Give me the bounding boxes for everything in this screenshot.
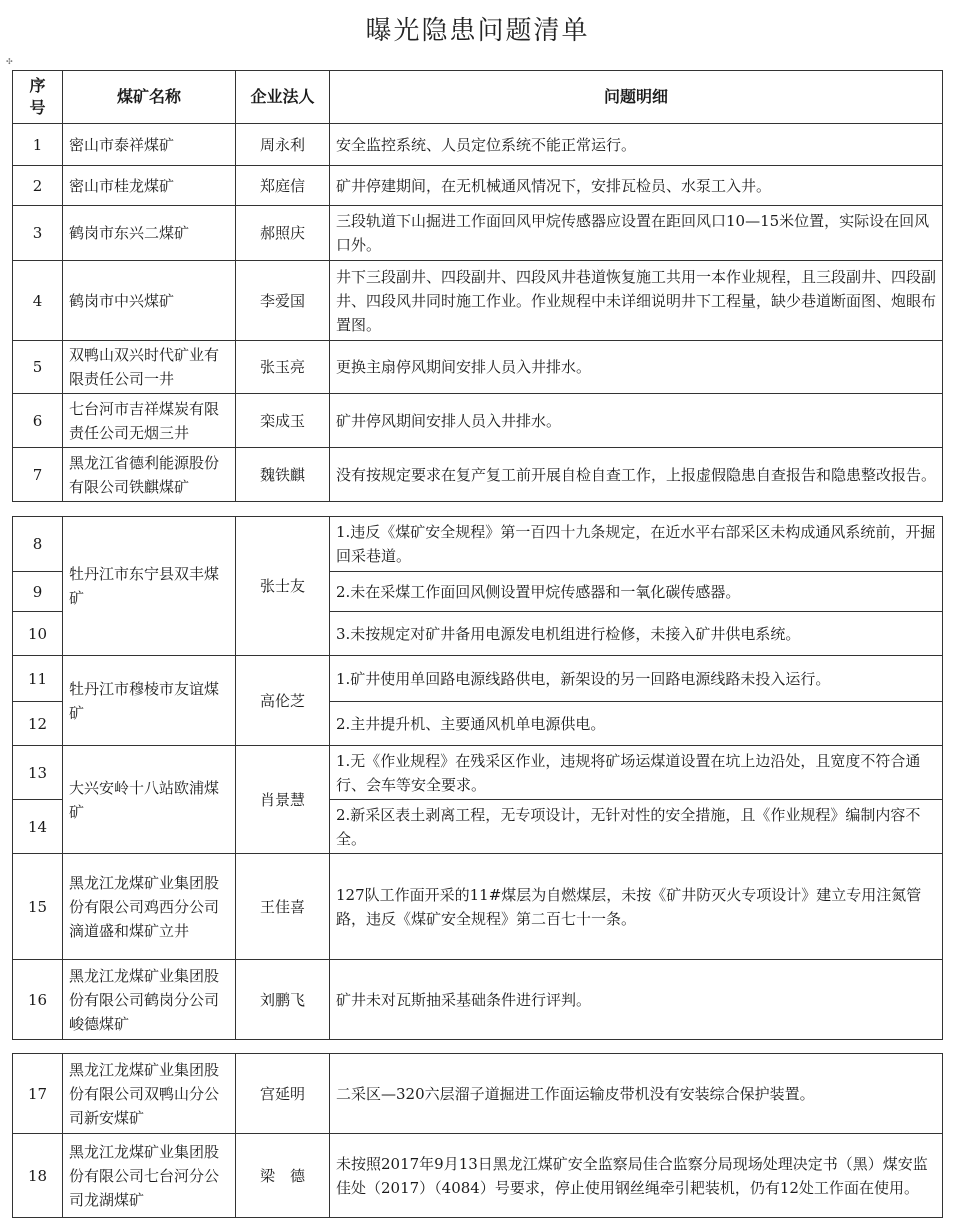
legal-person: 郑庭信 — [236, 166, 330, 206]
mine-name: 牡丹江市穆棱市友谊煤矿 — [63, 656, 236, 746]
problem-detail: 矿井未对瓦斯抽采基础条件进行评判。 — [330, 960, 943, 1040]
hazard-table-part-3 — [12, 1053, 943, 1218]
problem-detail: 三段轨道下山掘进工作面回风甲烷传感器应设置在距回风口10—15米位置，实际设在回风口外。 — [330, 206, 943, 261]
table-row — [13, 960, 943, 1040]
problem-detail: 1.违反《煤矿安全规程》第一百四十九条规定，在近水平右部采区未构成通风系统前，开掘回采巷道。 — [330, 517, 943, 572]
problem-detail: 127队工作面开采的11#煤层为自燃煤层，未按《矿井防灭火专项设计》建立专用注氮管路，违反《煤矿安全规程》第二百七十一条。 — [330, 854, 943, 960]
mine-name: 牡丹江市东宁县双丰煤矿 — [63, 517, 236, 656]
legal-person: 周永利 — [236, 124, 330, 166]
row-no: 16 — [13, 960, 63, 1040]
row-no: 6 — [13, 394, 63, 448]
legal-person: 王佳喜 — [236, 854, 330, 960]
table-header-row — [13, 71, 943, 124]
header-detail: 问题明细 — [330, 71, 943, 124]
row-no: 17 — [13, 1054, 63, 1134]
legal-person: 宫延明 — [236, 1054, 330, 1134]
row-no: 7 — [13, 448, 63, 502]
legal-person: 栾成玉 — [236, 394, 330, 448]
table-row — [13, 394, 943, 448]
legal-person: 张士友 — [236, 517, 330, 656]
legal-person: 郝照庆 — [236, 206, 330, 261]
header-no: 序号 — [13, 71, 63, 124]
legal-person: 梁 德 — [236, 1134, 330, 1218]
row-no: 15 — [13, 854, 63, 960]
mine-name: 七台河市吉祥煤炭有限责任公司无烟三井 — [63, 394, 236, 448]
mine-name: 密山市泰祥煤矿 — [63, 124, 236, 166]
row-no: 3 — [13, 206, 63, 261]
legal-person: 刘鹏飞 — [236, 960, 330, 1040]
mine-name: 鹤岗市东兴二煤矿 — [63, 206, 236, 261]
row-no: 2 — [13, 166, 63, 206]
hazard-table-part-2 — [12, 516, 943, 1040]
row-no: 13 — [13, 746, 63, 800]
problem-detail: 矿井停建期间，在无机械通风情况下，安排瓦检员、水泵工入井。 — [330, 166, 943, 206]
row-no: 4 — [13, 261, 63, 341]
table-row — [13, 448, 943, 502]
mine-name: 黑龙江龙煤矿业集团股份有限公司双鸭山分公司新安煤矿 — [63, 1054, 236, 1134]
row-no: 12 — [13, 702, 63, 746]
problem-detail: 安全监控系统、人员定位系统不能正常运行。 — [330, 124, 943, 166]
legal-person: 肖景慧 — [236, 746, 330, 854]
legal-person: 张玉亮 — [236, 341, 330, 394]
legal-person: 高伦芝 — [236, 656, 330, 746]
mine-name: 双鸭山双兴时代矿业有限责任公司一井 — [63, 341, 236, 394]
row-no: 14 — [13, 800, 63, 854]
problem-detail: 3.未按规定对矿井备用电源发电机组进行检修，未接入矿井供电系统。 — [330, 612, 943, 656]
problem-detail: 没有按规定要求在复产复工前开展自检自查工作，上报虚假隐患自查报告和隐患整改报告。 — [330, 448, 943, 502]
header-legal: 企业法人 — [236, 71, 330, 124]
mine-name: 密山市桂龙煤矿 — [63, 166, 236, 206]
table-row — [13, 261, 943, 341]
table-row — [13, 1054, 943, 1134]
problem-detail: 1.矿井使用单回路电源线路供电，新架设的另一回路电源线路未投入运行。 — [330, 656, 943, 702]
table-row — [13, 206, 943, 261]
mine-name: 黑龙江龙煤矿业集团股份有限公司七台河分公司龙湖煤矿 — [63, 1134, 236, 1218]
mine-name: 黑龙江龙煤矿业集团股份有限公司鹤岗分公司峻德煤矿 — [63, 960, 236, 1040]
problem-detail: 二采区—320六层溜子道掘进工作面运输皮带机没有安装综合保护装置。 — [330, 1054, 943, 1134]
legal-person: 魏铁麒 — [236, 448, 330, 502]
mine-name: 鹤岗市中兴煤矿 — [63, 261, 236, 341]
header-mine: 煤矿名称 — [63, 71, 236, 124]
problem-detail: 1.无《作业规程》在残采区作业，违规将矿场运煤道设置在坑上边沿处，且宽度不符合通行、会车等安全要求。 — [330, 746, 943, 800]
hazard-table-part-1 — [12, 70, 943, 502]
table-row — [13, 517, 943, 572]
page-title: 曝光隐患问题清单 — [365, 16, 590, 46]
table-row — [13, 656, 943, 702]
table-row — [13, 854, 943, 960]
mine-name: 黑龙江龙煤矿业集团股份有限公司鸡西分公司滴道盛和煤矿立井 — [63, 854, 236, 960]
problem-detail: 2.未在采煤工作面回风侧设置甲烷传感器和一氧化碳传感器。 — [330, 572, 943, 612]
row-no: 10 — [13, 612, 63, 656]
problem-detail: 2.新采区表土剥离工程，无专项设计，无针对性的安全措施，且《作业规程》编制内容不全。 — [330, 800, 943, 854]
problem-detail: 矿井停风期间安排人员入井排水。 — [330, 394, 943, 448]
row-no: 9 — [13, 572, 63, 612]
table-row — [13, 746, 943, 800]
legal-person: 李爱国 — [236, 261, 330, 341]
problem-detail: 2.主井提升机、主要通风机单电源供电。 — [330, 702, 943, 746]
row-no: 18 — [13, 1134, 63, 1218]
anchor-mark-icon: ✣ — [6, 57, 13, 66]
table-row — [13, 124, 943, 166]
problem-detail: 未按照2017年9月13日黑龙江煤矿安全监察局佳合监察分局现场处理决定书（黑）煤安监佳处（2017）（4084）号要求，停止使用钢丝绳牵引耙装机，仍有12处工作面在使用。 — [330, 1134, 943, 1218]
row-no: 1 — [13, 124, 63, 166]
mine-name: 大兴安岭十八站欧浦煤矿 — [63, 746, 236, 854]
problem-detail: 更换主扇停风期间安排人员入井排水。 — [330, 341, 943, 394]
problem-detail: 井下三段副井、四段副井、四段风井巷道恢复施工共用一本作业规程，且三段副井、四段副井、四段风井同时施工作业。作业规程中未详细说明井下工程量，缺少巷道断面图、炮眼布置图。 — [330, 261, 943, 341]
table-row — [13, 1134, 943, 1218]
mine-name: 黑龙江省德利能源股份有限公司铁麒煤矿 — [63, 448, 236, 502]
row-no: 8 — [13, 517, 63, 572]
table-row — [13, 341, 943, 394]
table-row — [13, 166, 943, 206]
row-no: 11 — [13, 656, 63, 702]
row-no: 5 — [13, 341, 63, 394]
